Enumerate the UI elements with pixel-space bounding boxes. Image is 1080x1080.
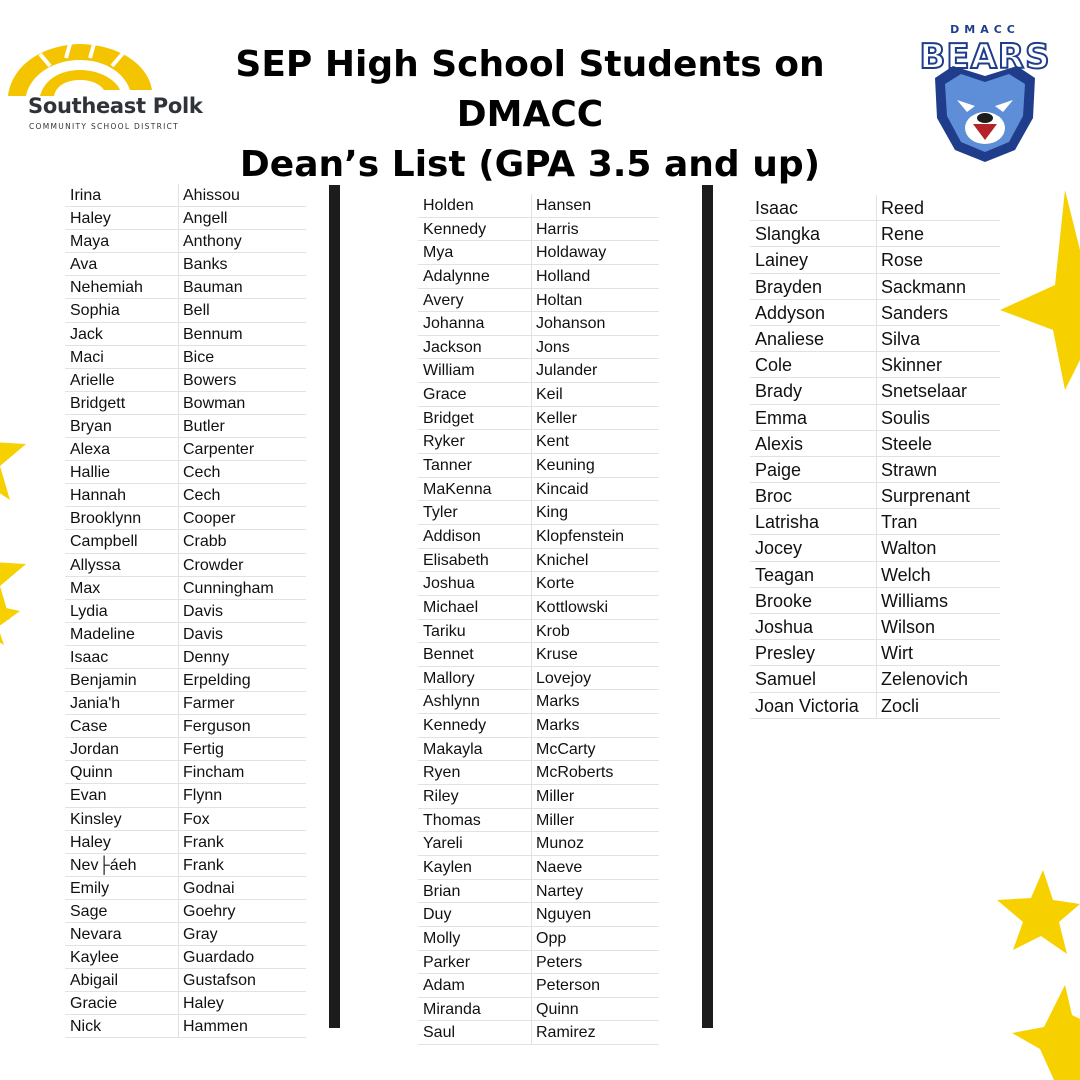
last-name-cell: Cech: [183, 487, 221, 505]
first-name-cell: Sage: [65, 900, 179, 922]
table-row: [750, 483, 1000, 509]
first-name-cell: Cole: [750, 352, 877, 377]
table-row: [418, 336, 659, 360]
table-row: [418, 407, 659, 431]
table-row: [65, 276, 306, 299]
last-name-cell: Hammen: [183, 1018, 248, 1036]
first-name-cell: Irina: [65, 184, 179, 206]
last-name-cell: Knichel: [536, 551, 589, 569]
star-icon: [985, 870, 1080, 965]
table-row: [65, 253, 306, 276]
last-name-cell: Keller: [536, 409, 577, 427]
last-name-cell: Cooper: [183, 510, 236, 528]
last-name-cell: Haley: [183, 995, 224, 1013]
first-name-cell: Emily: [65, 877, 179, 899]
first-name-cell: Bridgett: [65, 392, 179, 414]
last-name-cell: Zelenovich: [881, 669, 969, 690]
last-name-cell: Peters: [536, 953, 583, 971]
table-row: [750, 535, 1000, 561]
first-name-cell: Elisabeth: [418, 549, 532, 572]
first-name-cell: Abigail: [65, 969, 179, 991]
last-name-cell: Kent: [536, 433, 569, 451]
last-name-cell: Davis: [183, 625, 224, 643]
district-name: Southeast Polk: [28, 94, 203, 118]
last-name-cell: Fincham: [183, 764, 245, 782]
table-row: [418, 312, 659, 336]
last-name-cell: Soulis: [881, 407, 931, 428]
table-row: [65, 507, 306, 530]
last-name-cell: Farmer: [183, 695, 235, 713]
sunrise-logo-mark: [0, 38, 160, 98]
star-icon: [995, 190, 1080, 390]
last-name-cell: Marks: [536, 717, 580, 735]
star-icon: [0, 575, 30, 645]
table-row: [65, 323, 306, 346]
last-name-cell: McRoberts: [536, 764, 614, 782]
table-row: [65, 530, 306, 553]
table-row: [418, 667, 659, 691]
table-row: [65, 784, 306, 807]
last-name-cell: Erpelding: [183, 671, 251, 689]
last-name-cell: Snetselaar: [881, 381, 968, 402]
first-name-cell: Mya: [418, 241, 532, 264]
last-name-cell: Steele: [881, 433, 933, 454]
first-name-cell: Hannah: [65, 484, 179, 506]
first-name-cell: Max: [65, 577, 179, 599]
first-name-cell: Alexa: [65, 438, 179, 460]
first-name-cell: Presley: [750, 640, 877, 665]
last-name-cell: Ramirez: [536, 1024, 596, 1042]
first-name-cell: Duy: [418, 903, 532, 926]
first-name-cell: Paige: [750, 457, 877, 482]
table-row: [65, 392, 306, 415]
name-list-column-2: [418, 194, 659, 1045]
last-name-cell: Ahissou: [183, 187, 240, 204]
table-row: [418, 430, 659, 454]
first-name-cell: Ryker: [418, 430, 532, 453]
last-name-cell: Surprenant: [881, 486, 971, 507]
first-name-cell: Thomas: [418, 809, 532, 832]
table-row: [418, 903, 659, 927]
table-row: [65, 461, 306, 484]
first-name-cell: Joan Victoria: [750, 693, 877, 718]
first-name-cell: Bennet: [418, 643, 532, 666]
last-name-cell: Cech: [183, 464, 221, 482]
last-name-cell: Fox: [183, 810, 210, 828]
first-name-cell: Isaac: [65, 646, 179, 668]
table-row: [750, 457, 1000, 483]
first-name-cell: Saul: [418, 1021, 532, 1044]
first-name-cell: Hallie: [65, 461, 179, 483]
first-name-cell: Evan: [65, 784, 179, 806]
first-name-cell: Parker: [418, 951, 532, 974]
table-row: [65, 969, 306, 992]
table-row: [65, 877, 306, 900]
last-name-cell: Krob: [536, 622, 570, 640]
last-name-cell: Carpenter: [183, 441, 255, 459]
title-line-2: Dean’s List (GPA 3.5 and up): [239, 144, 821, 185]
first-name-cell: Molly: [418, 927, 532, 950]
table-row: [418, 998, 659, 1022]
table-row: [418, 525, 659, 549]
last-name-cell: Munoz: [536, 835, 585, 853]
first-name-cell: Tanner: [418, 454, 532, 477]
last-name-cell: Holdaway: [536, 244, 607, 262]
table-row: [418, 572, 659, 596]
last-name-cell: Miller: [536, 788, 575, 806]
first-name-cell: Alexis: [750, 431, 877, 456]
last-name-cell: Bowers: [183, 371, 237, 389]
first-name-cell: Tyler: [418, 501, 532, 524]
table-row: [418, 1021, 659, 1045]
last-name-cell: Naeve: [536, 858, 583, 876]
first-name-cell: Arielle: [65, 369, 179, 391]
last-name-cell: Bell: [183, 302, 210, 320]
first-name-cell: Kaylee: [65, 946, 179, 968]
table-row: [418, 880, 659, 904]
first-name-cell: Madeline: [65, 623, 179, 645]
table-row: [750, 221, 1000, 247]
first-name-cell: Makayla: [418, 738, 532, 761]
first-name-cell: Nick: [65, 1015, 179, 1037]
bears-wordmark: BEARS: [919, 37, 1051, 77]
table-row: [65, 554, 306, 577]
first-name-cell: Brady: [750, 378, 877, 403]
table-row: [65, 946, 306, 969]
table-row: [750, 509, 1000, 535]
first-name-cell: Isaac: [750, 195, 877, 220]
last-name-cell: Miller: [536, 811, 575, 829]
table-row: [418, 690, 659, 714]
last-name-cell: Lovejoy: [536, 669, 592, 687]
last-name-cell: Kottlowski: [536, 598, 609, 616]
table-row: [418, 761, 659, 785]
last-name-cell: Holland: [536, 267, 591, 285]
last-name-cell: Marks: [536, 693, 580, 711]
first-name-cell: Riley: [418, 785, 532, 808]
last-name-cell: Keil: [536, 386, 563, 404]
last-name-cell: Silva: [881, 328, 921, 349]
table-row: [750, 195, 1000, 221]
last-name-cell: Wilson: [881, 617, 936, 637]
bear-head-icon: [905, 58, 1065, 168]
table-row: [65, 623, 306, 646]
name-list-column-3: [750, 195, 1000, 719]
first-name-cell: Sophia: [65, 299, 179, 321]
last-name-cell: Welch: [881, 564, 931, 585]
last-name-cell: Crowder: [183, 556, 244, 574]
table-row: [65, 184, 306, 207]
column-divider: [329, 185, 340, 1028]
last-name-cell: Davis: [183, 602, 224, 620]
last-name-cell: Nguyen: [536, 906, 592, 924]
last-name-cell: Flynn: [183, 787, 223, 805]
last-name-cell: Rene: [881, 224, 925, 245]
column-divider: [702, 185, 713, 1028]
first-name-cell: William: [418, 359, 532, 382]
first-name-cell: Jania'h: [65, 692, 179, 714]
last-name-cell: Johanson: [536, 315, 606, 333]
last-name-cell: Kincaid: [536, 480, 589, 498]
last-name-cell: Gray: [183, 926, 218, 943]
first-name-cell: Brayden: [750, 274, 877, 299]
table-row: [65, 900, 306, 923]
first-name-cell: Bridget: [418, 407, 532, 430]
first-name-cell: Brooklynn: [65, 507, 179, 529]
table-row: [418, 549, 659, 573]
first-name-cell: Case: [65, 715, 179, 737]
page-title: [170, 40, 890, 190]
last-name-cell: King: [536, 504, 569, 522]
first-name-cell: Latrisha: [750, 509, 877, 534]
table-row: [750, 614, 1000, 640]
table-row: [65, 808, 306, 831]
last-name-cell: Goehry: [183, 902, 236, 920]
first-name-cell: Maci: [65, 346, 179, 368]
first-name-cell: Miranda: [418, 998, 532, 1021]
last-name-cell: Wirt: [881, 643, 913, 664]
first-name-cell: Teagan: [750, 562, 877, 587]
last-name-cell: Holtan: [536, 291, 583, 309]
table-row: [418, 501, 659, 525]
table-row: [65, 1015, 306, 1038]
last-name-cell: Frank: [183, 833, 224, 851]
last-name-cell: Kruse: [536, 646, 578, 664]
last-name-cell: Bowman: [183, 394, 246, 412]
table-row: [65, 369, 306, 392]
last-name-cell: Sanders: [881, 302, 949, 323]
table-row: [750, 588, 1000, 614]
first-name-cell: Kennedy: [418, 714, 532, 737]
table-row: [750, 666, 1000, 692]
last-name-cell: Cunningham: [183, 579, 274, 597]
first-name-cell: Lainey: [750, 247, 877, 272]
first-name-cell: Avery: [418, 289, 532, 312]
first-name-cell: Samuel: [750, 666, 877, 691]
table-row: [418, 596, 659, 620]
last-name-cell: Peterson: [536, 977, 601, 995]
last-name-cell: Quinn: [536, 1000, 579, 1018]
last-name-cell: Ferguson: [183, 718, 251, 736]
table-row: [65, 692, 306, 715]
first-name-cell: Yareli: [418, 832, 532, 855]
table-row: [65, 230, 306, 253]
name-list-column-1: [65, 184, 306, 1038]
first-name-cell: Campbell: [65, 530, 179, 552]
table-row: [750, 300, 1000, 326]
table-row: [750, 352, 1000, 378]
table-row: [750, 431, 1000, 457]
table-row: [418, 785, 659, 809]
table-row: [65, 854, 306, 877]
first-name-cell: Addison: [418, 525, 532, 548]
first-name-cell: Joshua: [750, 614, 877, 639]
first-name-cell: Adalynne: [418, 265, 532, 288]
table-row: [65, 715, 306, 738]
last-name-cell: Frank: [183, 856, 224, 874]
last-name-cell: Crabb: [183, 533, 227, 551]
first-name-cell: Slangka: [750, 221, 877, 246]
table-row: [65, 669, 306, 692]
table-row: [65, 207, 306, 230]
last-name-cell: Sackmann: [881, 276, 967, 297]
last-name-cell: Rose: [881, 250, 924, 271]
first-name-cell: MaKenna: [418, 478, 532, 501]
table-row: [750, 274, 1000, 300]
first-name-cell: Haley: [65, 831, 179, 853]
first-name-cell: Kennedy: [418, 218, 532, 241]
table-row: [750, 693, 1000, 719]
first-name-cell: Allyssa: [65, 554, 179, 576]
first-name-cell: Maya: [65, 230, 179, 252]
first-name-cell: Emma: [750, 405, 877, 430]
last-name-cell: Jons: [536, 338, 570, 356]
table-row: [750, 326, 1000, 352]
table-row: [750, 378, 1000, 404]
district-tagline: COMMUNITY SCHOOL DISTRICT: [29, 122, 180, 131]
first-name-cell: Jack: [65, 323, 179, 345]
table-row: [418, 359, 659, 383]
table-row: [418, 856, 659, 880]
first-name-cell: Analiese: [750, 326, 877, 351]
first-name-cell: Adam: [418, 974, 532, 997]
table-row: [418, 478, 659, 502]
last-name-cell: Nartey: [536, 882, 584, 900]
last-name-cell: Banks: [183, 256, 228, 274]
last-name-cell: Bice: [183, 348, 215, 366]
first-name-cell: Nevara: [65, 923, 179, 945]
table-row: [65, 438, 306, 461]
table-row: [65, 484, 306, 507]
table-row: [418, 265, 659, 289]
table-row: [418, 454, 659, 478]
first-name-cell: Ryen: [418, 761, 532, 784]
first-name-cell: Bryan: [65, 415, 179, 437]
last-name-cell: Julander: [536, 362, 598, 380]
first-name-cell: Nev├áeh: [65, 854, 179, 876]
table-row: [750, 640, 1000, 666]
last-name-cell: Harris: [536, 220, 579, 238]
table-row: [418, 714, 659, 738]
last-name-cell: Walton: [881, 538, 937, 559]
first-name-cell: Gracie: [65, 992, 179, 1014]
first-name-cell: Nehemiah: [65, 276, 179, 298]
last-name-cell: Butler: [183, 417, 225, 435]
table-row: [418, 241, 659, 265]
table-row: [418, 974, 659, 998]
last-name-cell: Keuning: [536, 457, 595, 475]
table-row: [750, 405, 1000, 431]
last-name-cell: Strawn: [881, 459, 938, 480]
table-row: [65, 992, 306, 1015]
title-line-1: SEP High School Students on DMACC: [235, 44, 825, 135]
last-name-cell: Guardado: [183, 949, 255, 967]
first-name-cell: Michael: [418, 596, 532, 619]
table-row: [65, 831, 306, 854]
table-row: [418, 194, 659, 218]
last-name-cell: Godnai: [183, 879, 235, 897]
table-row: [65, 346, 306, 369]
star-icon: [1010, 985, 1080, 1080]
table-row: [65, 415, 306, 438]
table-row: [418, 927, 659, 951]
last-name-cell: Williams: [881, 590, 948, 611]
last-name-cell: Fertig: [183, 741, 224, 759]
first-name-cell: Addyson: [750, 300, 877, 325]
last-name-cell: Klopfenstein: [536, 527, 625, 545]
first-name-cell: Joshua: [418, 572, 532, 595]
table-row: [65, 299, 306, 322]
last-name-cell: Tran: [881, 512, 918, 533]
last-name-cell: Zocli: [881, 695, 920, 716]
table-row: [418, 809, 659, 833]
first-name-cell: Lydia: [65, 600, 179, 622]
table-row: [418, 289, 659, 313]
last-name-cell: Denny: [183, 648, 230, 666]
table-row: [418, 383, 659, 407]
last-name-cell: Bauman: [183, 279, 243, 297]
table-row: [418, 738, 659, 762]
first-name-cell: Mallory: [418, 667, 532, 690]
last-name-cell: Anthony: [183, 233, 242, 251]
first-name-cell: Benjamin: [65, 669, 179, 691]
first-name-cell: Jocey: [750, 535, 877, 560]
last-name-cell: Gustafson: [183, 972, 256, 990]
table-row: [65, 738, 306, 761]
first-name-cell: Ava: [65, 253, 179, 275]
first-name-cell: Brooke: [750, 588, 877, 613]
last-name-cell: Korte: [536, 575, 575, 593]
first-name-cell: Holden: [418, 194, 532, 217]
table-row: [65, 646, 306, 669]
first-name-cell: Tariku: [418, 620, 532, 643]
first-name-cell: Brian: [418, 880, 532, 903]
first-name-cell: Kinsley: [65, 808, 179, 830]
table-row: [65, 923, 306, 946]
table-row: [65, 577, 306, 600]
first-name-cell: Broc: [750, 483, 877, 508]
last-name-cell: McCarty: [536, 740, 596, 758]
last-name-cell: Angell: [183, 210, 228, 228]
table-row: [65, 761, 306, 784]
last-name-cell: Reed: [881, 198, 925, 218]
first-name-cell: Johanna: [418, 312, 532, 335]
dmacc-abbr: DMACC: [950, 23, 1020, 36]
last-name-cell: Hansen: [536, 197, 592, 214]
table-row: [418, 643, 659, 667]
first-name-cell: Quinn: [65, 761, 179, 783]
table-row: [418, 832, 659, 856]
last-name-cell: Bennum: [183, 325, 243, 343]
dmacc-bears-logo: [905, 18, 1065, 163]
table-row: [418, 218, 659, 242]
first-name-cell: Kaylen: [418, 856, 532, 879]
table-row: [750, 247, 1000, 273]
table-row: [418, 620, 659, 644]
last-name-cell: Opp: [536, 929, 567, 947]
table-row: [418, 951, 659, 975]
table-row: [750, 562, 1000, 588]
table-row: [65, 600, 306, 623]
last-name-cell: Skinner: [881, 355, 943, 376]
first-name-cell: Jackson: [418, 336, 532, 359]
first-name-cell: Haley: [65, 207, 179, 229]
first-name-cell: Jordan: [65, 738, 179, 760]
first-name-cell: Grace: [418, 383, 532, 406]
first-name-cell: Ashlynn: [418, 690, 532, 713]
